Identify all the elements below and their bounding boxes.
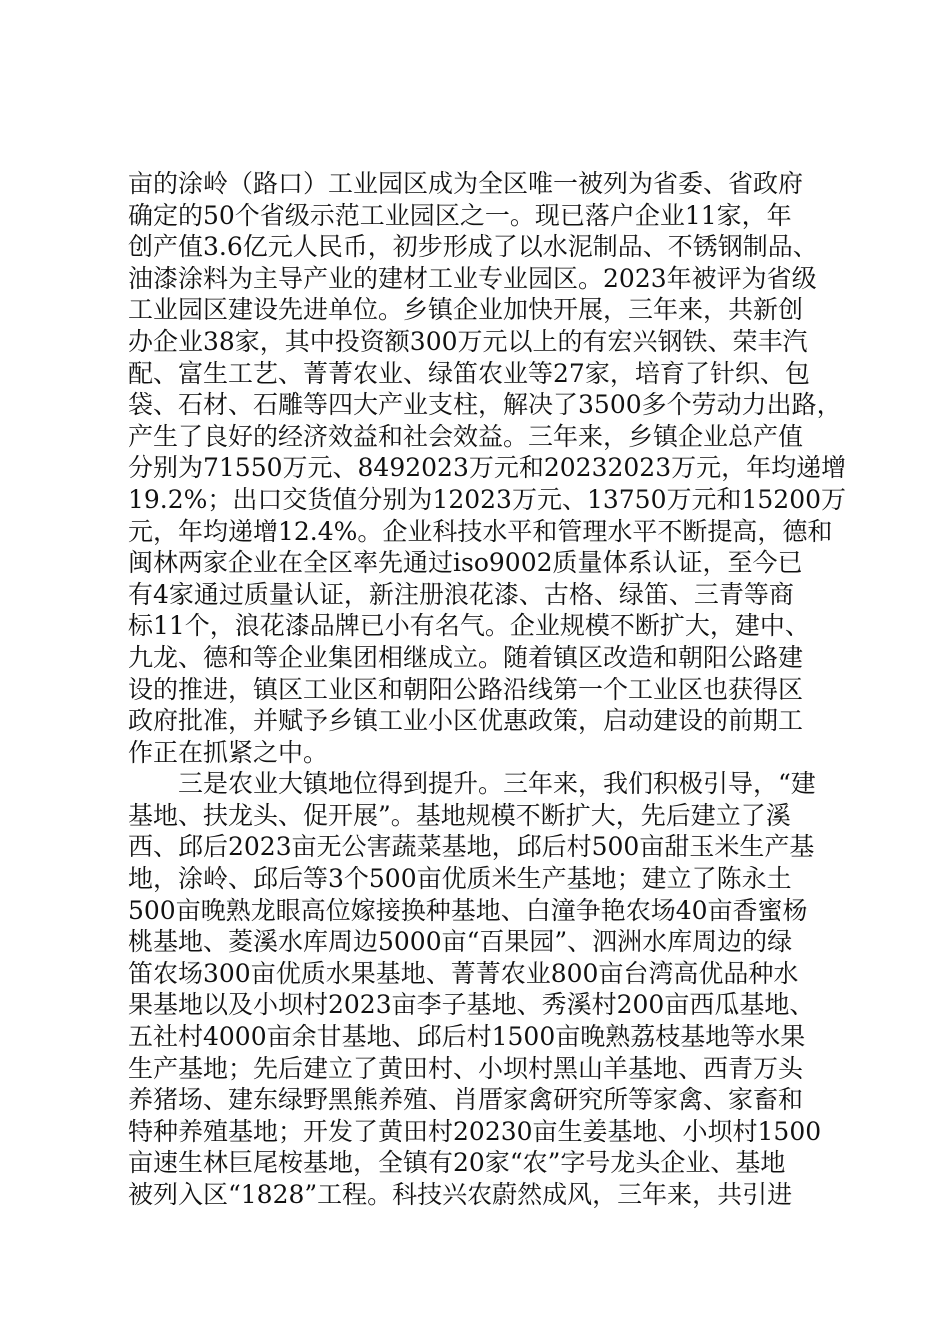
text-line: 九龙、德和等企业集团相继成立。随着镇区改造和朝阳公路建 — [128, 642, 804, 672]
text-line: 闽林两家企业在全区率先通过iso9002质量体系认证，至今已 — [128, 548, 803, 578]
text-line: 作正在抓紧之中。 — [128, 737, 329, 767]
paragraph-agriculture — [128, 768, 838, 1210]
text-line: 政府批准，并赋予乡镇工业小区优惠政策，启动建设的前期工 — [128, 706, 804, 736]
text-line: 标11个，浪花漆品牌已小有名气。企业规模不断扩大，建中、 — [128, 611, 810, 641]
text-line: 油漆涂料为主导产业的建材工业专业园区。2023年被评为省级 — [128, 263, 817, 293]
text-line: 五社村4000亩余甘基地、邱后村1500亩晚熟荔枝基地等水果 — [128, 1022, 806, 1052]
text-line: 特种养殖基地；开发了黄田村20230亩生姜基地、小坝村1500 — [128, 1116, 822, 1146]
text-line: 桃基地、菱溪水库周边5000亩“百果园”、泗洲水库周边的绿 — [128, 927, 793, 957]
text-line: 元，年均递增12.4%。企业科技水平和管理水平不断提高，德和 — [128, 516, 833, 546]
text-line: 确定的50个省级示范工业园区之一。现已落户企业11家，年 — [128, 200, 792, 230]
text-line: 袋、石材、石雕等四大产业支柱，解决了3500多个劳动力出路， — [128, 390, 842, 420]
text-line: 三是农业大镇地位得到提升。三年来，我们积极引导，“建 — [178, 769, 816, 799]
text-line: 被列入区“1828”工程。科技兴农蔚然成风，三年来，共引进 — [128, 1180, 793, 1209]
text-line: 分别为71550万元、8492023万元和20232023万元，年均递增 — [128, 453, 847, 483]
text-line: 西、邱后2023亩无公害蔬菜基地，邱后村500亩甜玉米生产基 — [128, 832, 815, 862]
text-line: 笛农场300亩优质水果基地、菁菁农业800亩台湾高优品种水 — [128, 958, 799, 988]
text-line: 办企业38家，其中投资额300万元以上的有宏兴钢铁、荣丰汽 — [128, 326, 808, 356]
paragraph-industry — [128, 168, 847, 768]
text-line: 产生了良好的经济效益和社会效益。三年来，乡镇企业总产值 — [128, 421, 804, 451]
text-line: 亩的涂岭（路口）工业园区成为全区唯一被列为省委、省政府 — [128, 169, 804, 198]
text-line: 19.2%；出口交货值分别为12023万元、13750万元和15200万 — [128, 484, 847, 514]
text-line: 养猪场、建东绿野黑熊养殖、肖厝家禽研究所等家禽、家畜和 — [128, 1085, 804, 1115]
text-line: 设的推进，镇区工业区和朝阳公路沿线第一个工业区也获得区 — [128, 674, 804, 704]
text-line: 生产基地；先后建立了黄田村、小坝村黑山羊基地、西青万头 — [128, 1053, 804, 1083]
text-line: 亩速生林巨尾桉基地，全镇有20家“农”字号龙头企业、基地 — [128, 1148, 786, 1178]
text-line: 有4家通过质量认证，新注册浪花漆、古格、绿笛、三青等商 — [128, 579, 794, 609]
body-text — [128, 168, 847, 1211]
text-line: 工业园区建设先进单位。乡镇企业加快开展，三年来，共新创 — [128, 295, 804, 325]
text-line: 基地、扶龙头、促开展”。基地规模不断扩大，先后建立了溪 — [128, 800, 791, 830]
text-line: 配、富生工艺、菁菁农业、绿笛农业等27家，培育了针织、包 — [128, 358, 810, 388]
text-line: 500亩晚熟龙眼高位嫁接换种基地、白潼争艳农场40亩香蜜杨 — [128, 895, 808, 925]
text-line: 果基地以及小坝村2023亩李子基地、秀溪村200亩西瓜基地、 — [128, 990, 815, 1020]
text-line: 地，涂岭、邱后等3个500亩优质米生产基地；建立了陈永土 — [128, 864, 792, 894]
text-line: 创产值3.6亿元人民币，初步形成了以水泥制品、不锈钢制品、 — [128, 232, 818, 262]
